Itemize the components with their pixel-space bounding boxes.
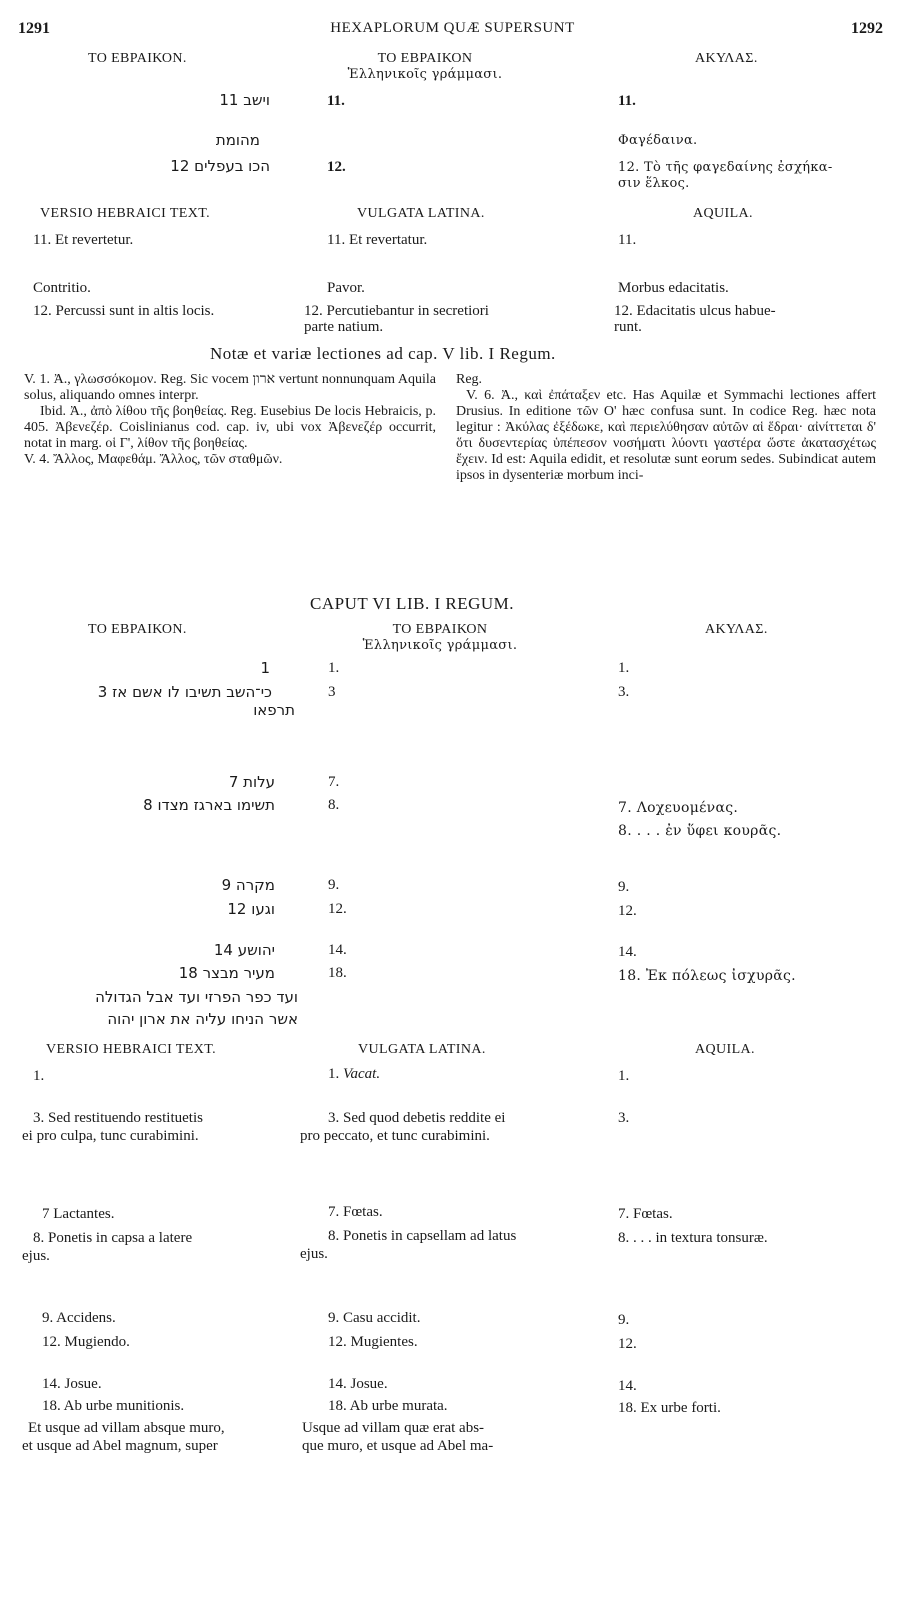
cap6-hebrew-7: עלות 7 (228, 773, 275, 791)
versio-marginal: Contritio. (33, 280, 91, 296)
cap6-hebrew-3-cont: תרפאו (253, 701, 295, 719)
aquila-marginal: Φαγέδαινα. (618, 133, 698, 148)
cap6-hebrew-14: יהושע 14 (213, 941, 275, 959)
versio-11: 11. Et revertetur. (33, 232, 134, 248)
col-head-vulgata: VULGATA LATINA. (357, 206, 485, 221)
cap6-hebrew-9: מקרה 9 (221, 876, 275, 894)
vulgata-12-line2: parte natium. (304, 319, 384, 335)
col-head-hebrew: ΤΟ ΕΒΡΑΙΚΟΝ. (88, 51, 187, 66)
cap6-versio-18-line2: Et usque ad villam absque muro, (28, 1420, 225, 1436)
cap6-versio-1: 1. (33, 1068, 45, 1084)
cap6-aquila-18: 18. Ἐκ πόλεως ἰσχυρᾶς. (618, 968, 796, 984)
cap6-hebrew-3: כי־השב תשיבו לו אשם אז 3 (97, 683, 272, 701)
cap6-versio-18: 18. Ab urbe munitionis. (42, 1398, 185, 1414)
col-head-aquila-latin: AQUILA. (693, 206, 753, 221)
cap6-translit-7: 7. (328, 774, 340, 790)
cap6-versio-7: 7 Lactantes. (42, 1206, 115, 1222)
cap6-aquila-14: 14. (618, 944, 637, 960)
cap6-hebrew-18: מעיר מבצר 18 (178, 964, 275, 982)
cap6-vulgata-14: 14. Josue. (328, 1376, 388, 1392)
note-paragraph: V. 1. Ἀ., γλωσσόκομον. Reg. Sic vocem ארון vertunt nonnunquam Aquila solus, aliquando omnes interpr. (24, 372, 437, 403)
cap6-col-head-translit: ΤΟ ΕΒΡΑΙΚΟΝ (392, 622, 488, 637)
cap6-col-head-aquila: ΑΚΥΛΑΣ. (705, 622, 768, 637)
cap6-aquila-latin-12: 12. (618, 1336, 637, 1352)
cap6-aquila-latin-1: 1. (618, 1068, 630, 1084)
cap6-versio-3-line1: 3. Sed restituendo restituetis (33, 1110, 203, 1126)
chapter-title: CAPUT VI LIB. I REGUM. (310, 594, 514, 613)
cap6-aquila-8: 8. . . . ἐν ὕφει κουρᾶς. (618, 823, 782, 839)
cap6-aquila-12: 12. (618, 903, 637, 919)
aquila-verse-12-line2: σιν ἕλκος. (618, 176, 690, 191)
translit-verse-12: 12. (327, 159, 346, 175)
aquila-latin-marginal: Morbus edacitatis. (618, 280, 729, 296)
aquila-verse-12-line1: 12. Τὸ τῆς φαγεδαίνης ἐσχήκα- (618, 160, 833, 175)
aquila-latin-12-line1: 12. Edacitatis ulcus habue- (614, 303, 776, 319)
cap6-hebrew-12: וגעו 12 (227, 900, 275, 918)
note-paragraph: Ibid. Ἀ., ἀπὸ λίθου τῆς βοηθείας. Reg. Eusebius De locis Hebraicis, p. 405. Ἀβενεζέρ. Coislinianus cod. cap. iv, ubi vox Ἀβενεζέρ occurrit, notat in marg. οἱ Γ', λίθον τῆς βοηθείας. (24, 404, 436, 451)
cap6-vulgata-18: 18. Ab urbe murata. (328, 1398, 448, 1414)
note-paragraph: V. 6. Ἀ., καὶ ἐπάταξεν etc. Has Aquilæ et Symmachi lectiones affert Drusius. In editione τῶν Ο' hæc confusa sunt. In codice Reg. hæc nota legitur : Ἀκύλας ἐξέδωκε, καὶ περιελύθησαν αὐτῶν αἱ ἕδραι· αἰνίττεται δ' ὅτι δυσεντερίας ὑπέπεσον νοσήματι λύοντι γαστέρα ὥστε ἀκατασχέτως ἔχειν. Id est: Aquila edidit, et resolutæ sunt eorum sedes. Subindicat autem ipsos in dysenteriæ morbum inci- (456, 388, 876, 483)
cap6-vulgata-9: 9. Casu accidit. (328, 1310, 421, 1326)
cap6-translit-1: 1. (328, 660, 340, 676)
cap6-col-head-hebrew: ΤΟ ΕΒΡΑΙΚΟΝ. (88, 622, 187, 637)
cap6-aquila-latin-14: 14. (618, 1378, 637, 1394)
aquila-latin-12-line2: runt. (614, 319, 642, 335)
note-paragraph: Reg. (456, 372, 483, 387)
cap6-aquila-1: 1. (618, 660, 630, 676)
cap6-vulgata-3-line2: pro peccato, et tunc curabimini. (300, 1128, 490, 1144)
notes-title: Notæ et variæ lectiones ad cap. V lib. I Regum. (210, 344, 556, 363)
cap6-translit-12: 12. (328, 901, 347, 917)
cap6-vulgata-18-line2: Usque ad villam quæ erat abs- (302, 1420, 485, 1436)
translit-verse-11: 11. (327, 93, 345, 109)
col-head-versio: VERSIO HEBRAICI TEXT. (40, 206, 211, 221)
aquila-latin-11: 11. (618, 232, 637, 248)
cap6-aquila-latin-7: 7. Fœtas. (618, 1206, 673, 1222)
cap6-translit-14: 14. (328, 942, 347, 958)
notes-left-column (24, 372, 436, 468)
cap6-hebrew-18-line3: אשר הניחו עליה את ארון יהוה (107, 1010, 298, 1028)
cap6-translit-9: 9. (328, 877, 340, 893)
aquila-verse-11: 11. (618, 93, 636, 109)
cap6-vulgata-3-line1: 3. Sed quod debetis reddite ei (328, 1110, 506, 1126)
cap6-aquila-latin-9: 9. (618, 1312, 630, 1328)
cap6-translit-3: 3 (328, 684, 336, 700)
vulgata-12-line1: 12. Percutiebantur in secretiori (304, 303, 489, 319)
cap6-aquila-7: 7. Λοχευομένας. (618, 800, 739, 816)
cap6-aquila-3: 3. (618, 684, 630, 700)
cap6-hebrew-8: תשימו בארגז מצדו 8 (143, 796, 275, 814)
vulgata-marginal: Pavor. (327, 280, 365, 296)
cap6-aquila-latin-8: 8. . . . in textura tonsuræ. (618, 1230, 768, 1246)
hebrew-verse-11: וישב 11 (219, 91, 270, 109)
col-head-translit: ΤΟ ΕΒΡΑΙΚΟΝ (377, 51, 473, 66)
cap6-hebrew-18-line2: ועד כפר הפרזי ועד אבל הגדולה (95, 988, 298, 1006)
cap6-col-head-vulgata: VULGATA LATINA. (358, 1042, 486, 1057)
cap6-vulgata-8-line2: ejus. (300, 1246, 328, 1262)
cap6-vulgata-7: 7. Fœtas. (328, 1204, 383, 1220)
cap6-hebrew-1: 1 (260, 659, 270, 677)
col-head-translit-sub: Ἑλληνικοῖς γράμμασι. (347, 67, 503, 82)
cap6-versio-3-line2: ei pro culpa, tunc curabimini. (22, 1128, 199, 1144)
notes-right-column (456, 372, 876, 484)
page-number-left: 1291 (18, 20, 50, 37)
cap6-versio-8-line2: ejus. (22, 1248, 50, 1264)
cap6-versio-18-line3: et usque ad Abel magnum, super (22, 1438, 218, 1454)
col-head-aquila: ΑΚΥΛΑΣ. (695, 51, 758, 66)
cap6-vulgata-8-line1: 8. Ponetis in capsellam ad latus (328, 1228, 517, 1244)
cap6-versio-12: 12. Mugiendo. (42, 1334, 130, 1350)
note-paragraph: V. 4. Ἄλλος, Μαφεθάμ. Ἄλλος, τῶν σταθμῶν. (24, 452, 283, 467)
cap6-aquila-latin-18: 18. Ex urbe forti. (618, 1400, 721, 1416)
cap6-translit-8: 8. (328, 797, 340, 813)
cap6-versio-9: 9. Accidens. (42, 1310, 116, 1326)
cap6-aquila-9: 9. (618, 879, 630, 895)
hebrew-marginal: מהומת (215, 131, 260, 149)
cap6-translit-18: 18. (328, 965, 347, 981)
cap6-versio-14: 14. Josue. (42, 1376, 102, 1392)
cap6-vulgata-18-line3: que muro, et usque ad Abel ma- (302, 1438, 494, 1454)
running-head: HEXAPLORUM QUÆ SUPERSUNT (330, 20, 575, 36)
cap6-versio-8-line1: 8. Ponetis in capsa a latere (33, 1230, 193, 1246)
cap6-col-head-aquila-latin: AQUILA. (695, 1042, 755, 1057)
cap6-col-head-translit-sub: Ἑλληνικοῖς γράμμασι. (362, 638, 518, 653)
cap6-vulgata-1: 1. Vacat. (328, 1066, 381, 1082)
page-number-right: 1292 (851, 20, 883, 37)
cap6-vulgata-12: 12. Mugientes. (328, 1334, 418, 1350)
cap6-aquila-latin-3: 3. (618, 1110, 630, 1126)
vulgata-11: 11. Et revertatur. (327, 232, 428, 248)
versio-12: 12. Percussi sunt in altis locis. (33, 303, 215, 319)
hebrew-verse-12: הכו בעפלים 12 (170, 157, 270, 175)
cap6-col-head-versio: VERSIO HEBRAICI TEXT. (46, 1042, 217, 1057)
